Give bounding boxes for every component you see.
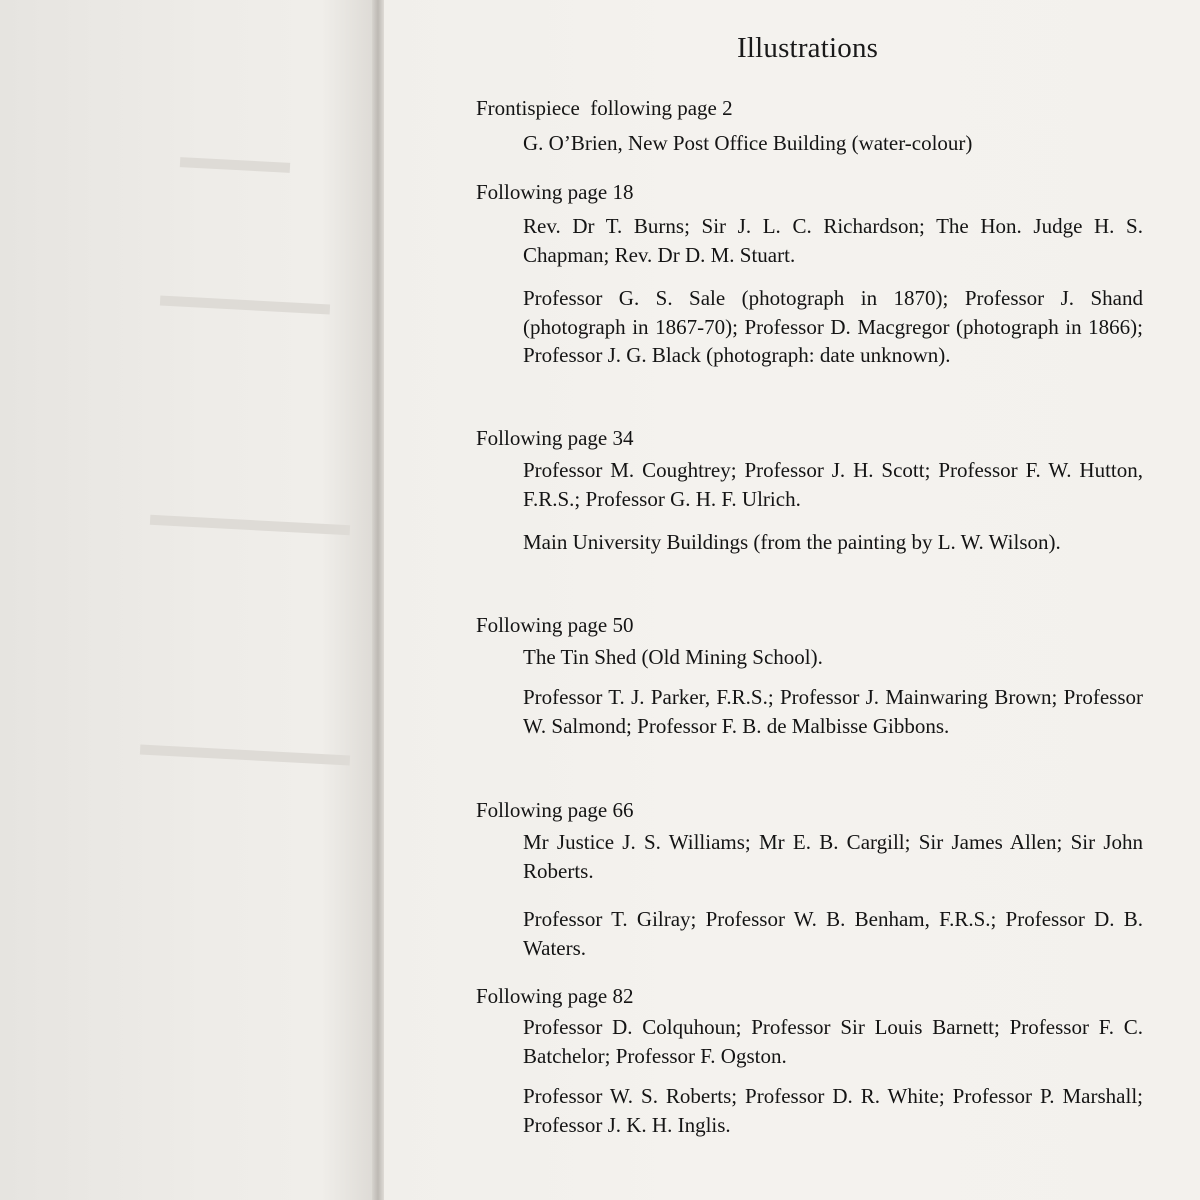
illustration-entry: Professor W. S. Roberts; Professor D. R. White; Professor P. Marshall; Professor J. K. H. Inglis. [523, 1084, 1143, 1137]
section-heading: Following page 34 [476, 426, 634, 450]
section-heading: Following page 18 [476, 180, 634, 204]
illustration-entry: Professor M. Coughtrey; Professor J. H. Scott; Professor F. W. Hutton, F.R.S.; Professor G. H. F. Ulrich. [523, 458, 1143, 511]
section-heading: Following page 82 [476, 984, 634, 1008]
illustration-entry: Mr Justice J. S. Williams; Mr E. B. Cargill; Sir James Allen; Sir John Roberts. [523, 830, 1143, 883]
section-heading: Following page 50 [476, 613, 634, 637]
illustration-entry: Professor D. Colquhoun; Professor Sir Louis Barnett; Professor F. C. Batchelor; Professor F. Ogston. [523, 1015, 1143, 1068]
left-page [0, 0, 378, 1200]
illustration-entry: Professor T. J. Parker, F.R.S.; Professor J. Mainwaring Brown; Professor W. Salmond; Professor F. B. de Malbisse Gibbons. [523, 685, 1143, 738]
book-gutter [372, 0, 384, 1200]
illustration-entry: Professor G. S. Sale (photograph in 1870); Professor J. Shand (photograph in 1867-70); Professor D. Macgregor (photograph in 1866); Professor J. G. Black (photograph: date unknown). [523, 286, 1143, 367]
illustration-entry: Main University Buildings (from the painting by L. W. Wilson). [523, 530, 1061, 554]
section-heading: Frontispiece following page 2 [476, 96, 733, 120]
illustration-entry: The Tin Shed (Old Mining School). [523, 645, 823, 669]
section-heading: Following page 66 [476, 798, 634, 822]
illustration-entry: G. O’Brien, New Post Office Building (water-colour) [523, 131, 973, 155]
illustration-entry: Rev. Dr T. Burns; Sir J. L. C. Richardson; The Hon. Judge H. S. Chapman; Rev. Dr D. M. Stuart. [523, 214, 1143, 267]
page-title: Illustrations [737, 32, 879, 64]
illustration-entry: Professor T. Gilray; Professor W. B. Benham, F.R.S.; Professor D. B. Waters. [523, 907, 1143, 960]
